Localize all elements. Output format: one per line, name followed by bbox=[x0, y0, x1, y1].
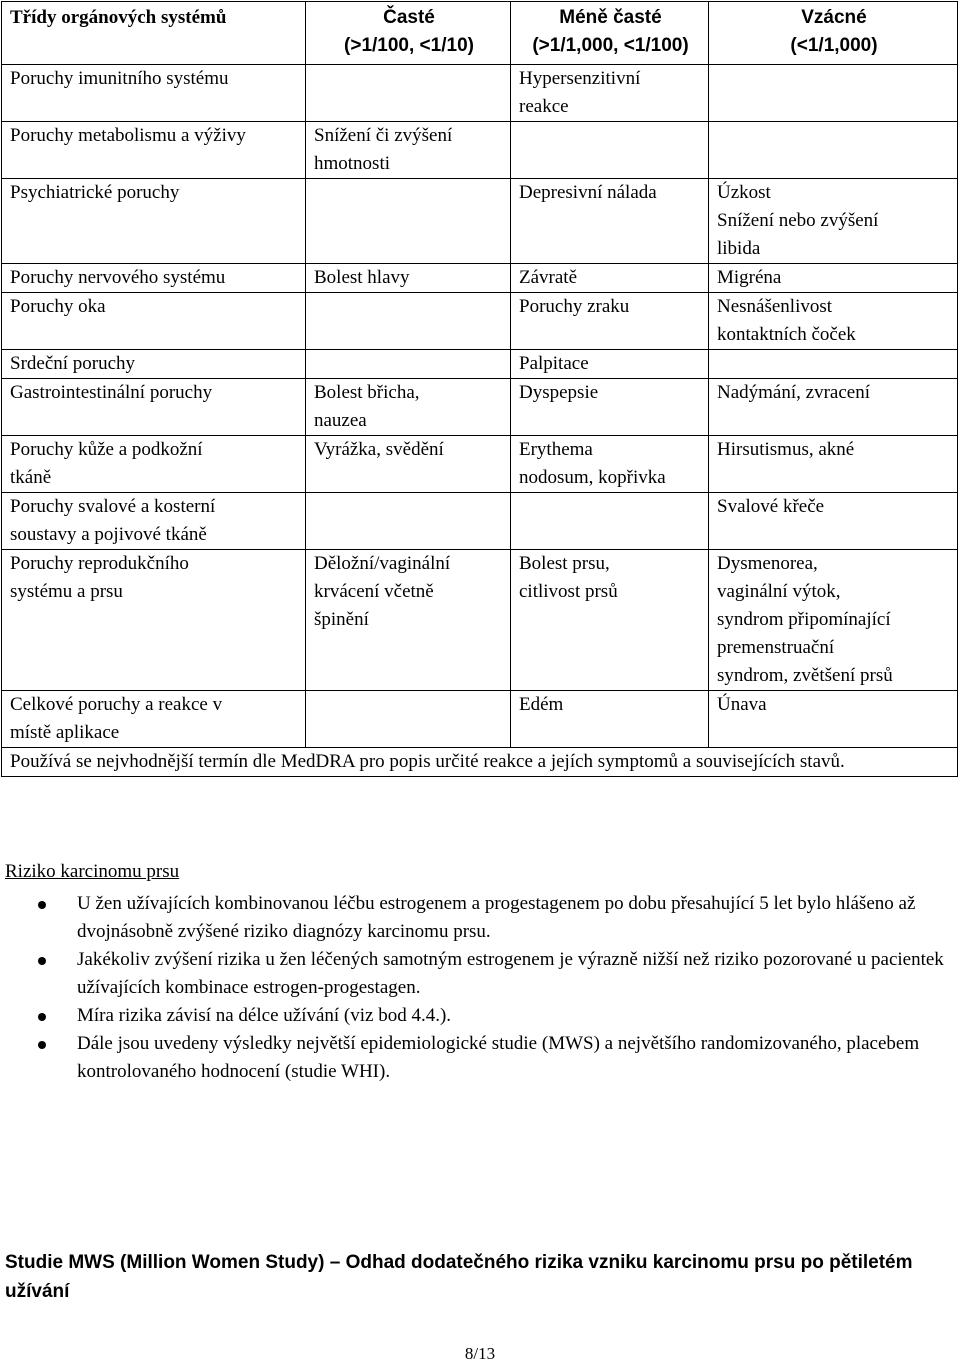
frequency-cell bbox=[306, 436, 511, 493]
frequency-cell bbox=[306, 264, 511, 293]
frequency-cell bbox=[709, 264, 958, 293]
cell-text: Nadýmání, zvracení bbox=[717, 382, 870, 403]
table-row bbox=[2, 493, 958, 550]
bullet-text: Míra rizika závisí na délce užívání (viz bod 4.4.). bbox=[77, 1005, 452, 1026]
frequency-cell bbox=[511, 293, 709, 350]
bullet-text: U žen užívajících kombinovanou léčbu estrogenem a progestagenem po dobu přesahující 5 let bylo hlášeno až dvojnásobně zvýšené riziko diagnózy karcinomu prsu. bbox=[77, 893, 916, 942]
cell-text: vaginální výtok, bbox=[717, 581, 841, 602]
table-row bbox=[2, 350, 958, 379]
cell-text: Palpitace bbox=[519, 353, 589, 374]
cell-text: nodosum, kopřivka bbox=[519, 467, 666, 488]
page-number: 8/13 bbox=[464, 1344, 496, 1363]
table-footnote: Používá se nejvhodnější termín dle MedDRA pro popis určité reakce a jejích symptomů a souvisejících stavů. bbox=[2, 748, 958, 777]
frequency-cell bbox=[709, 379, 958, 436]
cell-text: Migréna bbox=[717, 267, 782, 288]
header-text: (>1/1,000, <1/100) bbox=[532, 35, 689, 56]
header-text: Třídy orgánových systémů bbox=[10, 7, 227, 28]
frequency-cell bbox=[511, 65, 709, 122]
cell-text: kontaktních čoček bbox=[717, 324, 856, 345]
organ-class-cell bbox=[2, 122, 306, 179]
bullet-icon bbox=[38, 901, 46, 909]
frequency-cell bbox=[709, 691, 958, 748]
cell-text: hmotnosti bbox=[314, 153, 391, 174]
organ-class-cell bbox=[2, 264, 306, 293]
organ-class-cell bbox=[2, 493, 306, 550]
table-row bbox=[2, 179, 958, 264]
bullet-icon bbox=[38, 1041, 46, 1049]
header-text: Méně časté bbox=[559, 7, 662, 28]
frequency-cell bbox=[511, 436, 709, 493]
frequency-cell bbox=[511, 122, 709, 179]
cell-text: Hypersenzitivní bbox=[519, 68, 641, 89]
bullet-text: Dále jsou uvedeny výsledky největší epidemiologické studie (MWS) a největšího randomizovaného, placebem kontrolovaného hodnocení (studie WHI). bbox=[77, 1033, 920, 1082]
cell-text: syndrom připomínající bbox=[717, 609, 891, 630]
list-item bbox=[5, 1030, 945, 1086]
organ-class-cell bbox=[2, 65, 306, 122]
cell-text: Bolest prsu, bbox=[519, 553, 610, 574]
list-item bbox=[5, 1002, 945, 1030]
table-row bbox=[2, 264, 958, 293]
cell-text: Depresivní nálada bbox=[519, 182, 657, 203]
cell-text: Bolest břicha, bbox=[314, 382, 420, 403]
cell-text: Bolest hlavy bbox=[314, 267, 410, 288]
frequency-cell bbox=[511, 493, 709, 550]
organ-class-cell bbox=[2, 293, 306, 350]
column-header bbox=[2, 2, 306, 65]
cell-text: soustavy a pojivové tkáně bbox=[10, 524, 207, 545]
cell-text: Erythema bbox=[519, 439, 593, 460]
frequency-cell bbox=[306, 691, 511, 748]
frequency-cell bbox=[709, 293, 958, 350]
cell-text: Celkové poruchy a reakce v bbox=[10, 694, 223, 715]
cell-text: tkáně bbox=[10, 467, 52, 488]
cell-text: Hirsutismus, akné bbox=[717, 439, 855, 460]
cell-text: Úzkost bbox=[717, 182, 771, 203]
frequency-cell bbox=[511, 691, 709, 748]
frequency-cell bbox=[306, 493, 511, 550]
cell-text: Dysmenorea, bbox=[717, 553, 818, 574]
cell-text: libida bbox=[717, 238, 761, 259]
header-text: Vzácné bbox=[801, 7, 867, 28]
cell-text: Psychiatrické poruchy bbox=[10, 182, 180, 203]
bullet-icon bbox=[38, 1013, 46, 1021]
cell-text: Poruchy kůže a podkožní bbox=[10, 439, 203, 460]
cell-text: nauzea bbox=[314, 410, 367, 431]
table-row bbox=[2, 436, 958, 493]
list-item bbox=[5, 946, 945, 1002]
study-heading: Studie MWS (Million Women Study) – Odhad dodatečného rizika vzniku karcinomu prsu po pětiletém užívání bbox=[5, 1252, 913, 1302]
organ-class-cell bbox=[2, 379, 306, 436]
cell-text: Závratě bbox=[519, 267, 578, 288]
frequency-cell bbox=[511, 264, 709, 293]
organ-class-cell bbox=[2, 350, 306, 379]
cell-text: Gastrointestinální poruchy bbox=[10, 382, 213, 403]
cell-text: Svalové křeče bbox=[717, 496, 825, 517]
cell-text: Poruchy nervového systému bbox=[10, 267, 226, 288]
table-row bbox=[2, 65, 958, 122]
frequency-cell bbox=[511, 550, 709, 691]
adverse-reactions-table bbox=[1, 1, 958, 777]
cell-text: Poruchy imunitního systému bbox=[10, 68, 229, 89]
cell-text: Poruchy metabolismu a výživy bbox=[10, 125, 246, 146]
frequency-cell bbox=[709, 493, 958, 550]
cell-text: Srdeční poruchy bbox=[10, 353, 136, 374]
frequency-cell bbox=[306, 350, 511, 379]
frequency-cell bbox=[306, 379, 511, 436]
cell-text: místě aplikace bbox=[10, 722, 120, 743]
cell-text: Vyrážka, svědění bbox=[314, 439, 444, 460]
organ-class-cell bbox=[2, 550, 306, 691]
cell-text: Nesnášenlivost bbox=[717, 296, 833, 317]
frequency-cell bbox=[306, 550, 511, 691]
cell-text: Únava bbox=[717, 694, 767, 715]
header-text: (<1/1,000) bbox=[790, 35, 878, 56]
frequency-cell bbox=[709, 550, 958, 691]
cell-text: Dyspepsie bbox=[519, 382, 599, 403]
cell-text: krvácení včetně bbox=[314, 581, 434, 602]
cell-text: špinění bbox=[314, 609, 369, 630]
cell-text: citlivost prsů bbox=[519, 581, 618, 602]
bullet-list bbox=[5, 890, 945, 1086]
cell-text: Poruchy reprodukčního bbox=[10, 553, 189, 574]
frequency-cell bbox=[306, 179, 511, 264]
frequency-cell bbox=[709, 65, 958, 122]
organ-class-cell bbox=[2, 436, 306, 493]
frequency-cell bbox=[306, 293, 511, 350]
section-title: Riziko karcinomu prsu bbox=[5, 861, 180, 882]
cell-text: Děložní/vaginální bbox=[314, 553, 451, 574]
frequency-cell bbox=[511, 350, 709, 379]
header-text: Časté bbox=[383, 7, 435, 28]
table-footnote-row bbox=[2, 748, 958, 777]
column-header bbox=[511, 2, 709, 65]
bullet-text: Jakékoliv zvýšení rizika u žen léčených samotným estrogenem je výrazně nižší než riziko pozorované u pacientek užívajících kombinace estrogen-progestagen. bbox=[77, 949, 944, 998]
cell-text: syndrom, zvětšení prsů bbox=[717, 665, 893, 686]
frequency-cell bbox=[709, 436, 958, 493]
cell-text: Edém bbox=[519, 694, 564, 715]
organ-class-cell bbox=[2, 691, 306, 748]
cell-text: systému a prsu bbox=[10, 581, 123, 602]
column-header bbox=[709, 2, 958, 65]
table-header-row bbox=[2, 2, 958, 65]
frequency-cell bbox=[709, 350, 958, 379]
bullet-icon bbox=[38, 957, 46, 965]
cell-text: reakce bbox=[519, 96, 569, 117]
column-header bbox=[306, 2, 511, 65]
header-text: (>1/100, <1/10) bbox=[344, 35, 474, 56]
cell-text: premenstruační bbox=[717, 637, 835, 658]
cell-text: Poruchy oka bbox=[10, 296, 106, 317]
breast-cancer-risk-section bbox=[5, 858, 945, 1086]
table-row bbox=[2, 379, 958, 436]
table-row bbox=[2, 122, 958, 179]
organ-class-cell bbox=[2, 179, 306, 264]
cell-text: Snížení či zvýšení bbox=[314, 125, 453, 146]
frequency-cell bbox=[306, 65, 511, 122]
frequency-cell bbox=[306, 122, 511, 179]
frequency-cell bbox=[511, 179, 709, 264]
cell-text: Snížení nebo zvýšení bbox=[717, 210, 879, 231]
frequency-cell bbox=[709, 122, 958, 179]
table-row bbox=[2, 691, 958, 748]
frequency-cell bbox=[709, 179, 958, 264]
table-row bbox=[2, 550, 958, 691]
table-row bbox=[2, 293, 958, 350]
list-item bbox=[5, 890, 945, 946]
cell-text: Poruchy svalové a kosterní bbox=[10, 496, 216, 517]
cell-text: Poruchy zraku bbox=[519, 296, 630, 317]
frequency-cell bbox=[511, 379, 709, 436]
